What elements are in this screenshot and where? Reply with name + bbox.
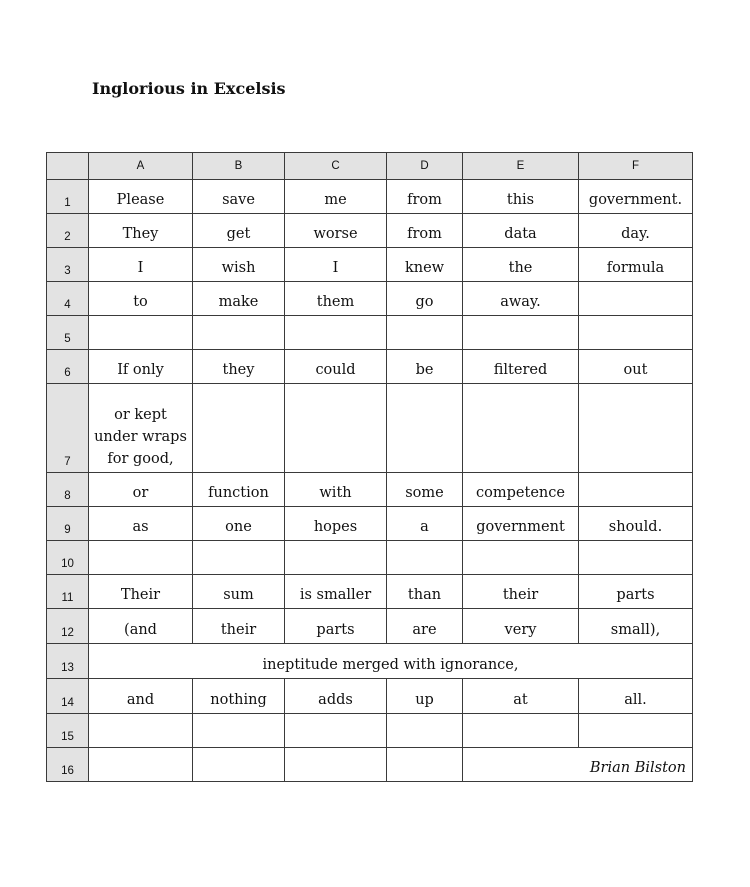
cell-a2[interactable]: They [89, 214, 193, 248]
cell-f14[interactable]: all. [579, 679, 693, 714]
cell-e3[interactable]: the [463, 248, 579, 282]
spreadsheet-row-15 [47, 714, 693, 748]
cell-c12[interactable]: parts [285, 609, 387, 644]
cell-a11[interactable]: Their [89, 575, 193, 609]
spreadsheet-row-13 [47, 644, 693, 679]
cell-b10[interactable] [193, 541, 285, 575]
cell-b14[interactable]: nothing [193, 679, 285, 714]
cell-c10[interactable] [285, 541, 387, 575]
cell-d11[interactable]: than [387, 575, 463, 609]
cell-c16[interactable] [285, 748, 387, 782]
spreadsheet-row-5 [47, 316, 693, 350]
spreadsheet-row-4 [47, 282, 693, 316]
cell-e2[interactable]: data [463, 214, 579, 248]
spreadsheet-row-2 [47, 214, 693, 248]
spreadsheet-row-9 [47, 507, 693, 541]
column-header-e[interactable]: E [463, 153, 579, 180]
merged-cell-13[interactable]: ineptitude merged with ignorance, [89, 644, 693, 679]
cell-e12[interactable]: very [463, 609, 579, 644]
cell-a3[interactable]: I [89, 248, 193, 282]
spreadsheet-row-1 [47, 180, 693, 214]
spreadsheet-grid [46, 152, 693, 782]
row-header-7[interactable]: 7 [47, 384, 89, 473]
cell-f3[interactable]: formula [579, 248, 693, 282]
spreadsheet-row-12 [47, 609, 693, 644]
row-header-2[interactable]: 2 [47, 214, 89, 248]
spreadsheet-row-14 [47, 679, 693, 714]
row-header-4[interactable]: 4 [47, 282, 89, 316]
cell-e8[interactable]: competence [463, 473, 579, 507]
spreadsheet-row-10 [47, 541, 693, 575]
column-header-f[interactable]: F [579, 153, 693, 180]
cell-a6[interactable]: If only [89, 350, 193, 384]
cell-b5[interactable] [193, 316, 285, 350]
cell-a8[interactable]: or [89, 473, 193, 507]
cell-d7[interactable] [387, 384, 463, 473]
cell-f15[interactable] [579, 714, 693, 748]
cell-e6[interactable]: filtered [463, 350, 579, 384]
author-signature-cell[interactable]: Brian Bilston [463, 748, 693, 782]
cell-a10[interactable] [89, 541, 193, 575]
cell-b1[interactable]: save [193, 180, 285, 214]
cell-a15[interactable] [89, 714, 193, 748]
cell-e4[interactable]: away. [463, 282, 579, 316]
row-header-13[interactable]: 13 [47, 644, 89, 679]
row-header-14[interactable]: 14 [47, 679, 89, 714]
cell-d4[interactable]: go [387, 282, 463, 316]
cell-f6[interactable]: out [579, 350, 693, 384]
cell-a12[interactable]: (and [89, 609, 193, 644]
spreadsheet-body [47, 153, 693, 782]
cell-c1[interactable]: me [285, 180, 387, 214]
cell-f8[interactable] [579, 473, 693, 507]
cell-d8[interactable]: some [387, 473, 463, 507]
cell-b4[interactable]: make [193, 282, 285, 316]
cell-c4[interactable]: them [285, 282, 387, 316]
cell-e7[interactable] [463, 384, 579, 473]
cell-d15[interactable] [387, 714, 463, 748]
cell-c5[interactable] [285, 316, 387, 350]
cell-c14[interactable]: adds [285, 679, 387, 714]
cell-a7[interactable]: or kept under wraps for good, [89, 384, 193, 473]
cell-f12[interactable]: small), [579, 609, 693, 644]
row-header-3[interactable]: 3 [47, 248, 89, 282]
cell-e10[interactable] [463, 541, 579, 575]
cell-a4[interactable]: to [89, 282, 193, 316]
cell-b8[interactable]: function [193, 473, 285, 507]
cell-f10[interactable] [579, 541, 693, 575]
cell-f2[interactable]: day. [579, 214, 693, 248]
cell-b11[interactable]: sum [193, 575, 285, 609]
cell-d3[interactable]: knew [387, 248, 463, 282]
cell-d14[interactable]: up [387, 679, 463, 714]
cell-f9[interactable]: should. [579, 507, 693, 541]
column-header-b[interactable]: B [193, 153, 285, 180]
spreadsheet-row-11 [47, 575, 693, 609]
row-header-10[interactable]: 10 [47, 541, 89, 575]
cell-b12[interactable]: their [193, 609, 285, 644]
cell-a14[interactable]: and [89, 679, 193, 714]
cell-c6[interactable]: could [285, 350, 387, 384]
cell-e9[interactable]: government [463, 507, 579, 541]
column-header-c[interactable]: C [285, 153, 387, 180]
cell-a5[interactable] [89, 316, 193, 350]
spreadsheet-row-6 [47, 350, 693, 384]
poem-title: Inglorious in Excelsis [92, 79, 286, 98]
cell-d1[interactable]: from [387, 180, 463, 214]
row-header-12[interactable]: 12 [47, 609, 89, 644]
cell-b16[interactable] [193, 748, 285, 782]
cell-b2[interactable]: get [193, 214, 285, 248]
cell-e5[interactable] [463, 316, 579, 350]
cell-c11[interactable]: is smaller [285, 575, 387, 609]
cell-d2[interactable]: from [387, 214, 463, 248]
cell-f1[interactable]: government. [579, 180, 693, 214]
cell-b9[interactable]: one [193, 507, 285, 541]
cell-a1[interactable]: Please [89, 180, 193, 214]
cell-b7[interactable] [193, 384, 285, 473]
row-header-1[interactable]: 1 [47, 180, 89, 214]
cell-f7[interactable] [579, 384, 693, 473]
spreadsheet-row-7 [47, 384, 693, 473]
cell-e11[interactable]: their [463, 575, 579, 609]
column-header-d[interactable]: D [387, 153, 463, 180]
row-header-6[interactable]: 6 [47, 350, 89, 384]
cell-e14[interactable]: at [463, 679, 579, 714]
cell-d6[interactable]: be [387, 350, 463, 384]
cell-c15[interactable] [285, 714, 387, 748]
spreadsheet-row-16 [47, 748, 693, 782]
cell-c7[interactable] [285, 384, 387, 473]
cell-e1[interactable]: this [463, 180, 579, 214]
cell-d5[interactable] [387, 316, 463, 350]
cell-f4[interactable] [579, 282, 693, 316]
row-header-8[interactable]: 8 [47, 473, 89, 507]
corner-cell[interactable] [47, 153, 89, 180]
spreadsheet-row-8 [47, 473, 693, 507]
row-header-16[interactable]: 16 [47, 748, 89, 782]
cell-c9[interactable]: hopes [285, 507, 387, 541]
cell-d12[interactable]: are [387, 609, 463, 644]
column-header-a[interactable]: A [89, 153, 193, 180]
spreadsheet-row-3 [47, 248, 693, 282]
cell-f11[interactable]: parts [579, 575, 693, 609]
cell-b6[interactable]: they [193, 350, 285, 384]
cell-d10[interactable] [387, 541, 463, 575]
column-header-row [47, 153, 693, 180]
cell-a16[interactable] [89, 748, 193, 782]
cell-e15[interactable] [463, 714, 579, 748]
cell-c8[interactable]: with [285, 473, 387, 507]
cell-d16[interactable] [387, 748, 463, 782]
row-header-9[interactable]: 9 [47, 507, 89, 541]
cell-d9[interactable]: a [387, 507, 463, 541]
cell-a9[interactable]: as [89, 507, 193, 541]
row-header-15[interactable]: 15 [47, 714, 89, 748]
cell-c3[interactable]: I [285, 248, 387, 282]
cell-b3[interactable]: wish [193, 248, 285, 282]
row-header-11[interactable]: 11 [47, 575, 89, 609]
cell-c2[interactable]: worse [285, 214, 387, 248]
row-header-5[interactable]: 5 [47, 316, 89, 350]
cell-f5[interactable] [579, 316, 693, 350]
cell-b15[interactable] [193, 714, 285, 748]
